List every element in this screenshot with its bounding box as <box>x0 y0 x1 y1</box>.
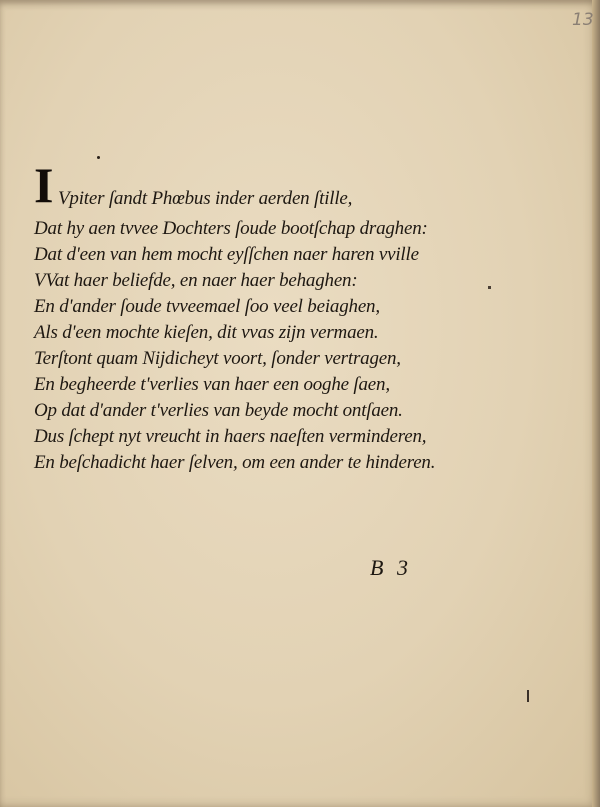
poem <box>34 157 554 476</box>
page-edge <box>592 0 600 807</box>
folio-number: 13 <box>572 10 594 30</box>
poem-line-7: Terſtont quam Nijdicheyt voort, ſonder vertragen, <box>34 348 401 369</box>
poem-line-3: Dat d'een van hem mocht eyſſchen naer haren vville <box>34 244 419 265</box>
poem-line-1 <box>34 157 554 216</box>
poem-line-9: Op dat d'ander t'verlies van beyde mocht ontſaen. <box>34 400 403 421</box>
poem-line-6: Als d'een mochte kieſen, dit vvas zijn vermaen. <box>34 322 379 343</box>
drop-capital: I <box>34 157 54 213</box>
poem-line-5: En d'ander ſoude tvveemael ſoo veel beiaghen, <box>34 296 380 317</box>
poem-line-text: Vpiter ſandt Phœbus inder aerden ſtille, <box>58 188 353 209</box>
ink-speck <box>97 156 100 159</box>
poem-line-2: Dat hy aen tvvee Dochters ſoude bootſchap draghen: <box>34 218 428 239</box>
margin-mark <box>527 690 529 702</box>
signature-mark: B 3 <box>370 555 412 580</box>
poem-line-8: En begheerde t'verlies van haer een ooghe ſaen, <box>34 374 390 395</box>
poem-line-4: VVat haer beliefde, en naer haer behaghen: <box>34 270 358 291</box>
poem-line-11: En beſchadicht haer ſelven, om een ander te hinderen. <box>34 452 436 473</box>
poem-line-10: Dus ſchept nyt vreucht in haers naeſten verminderen, <box>34 426 427 447</box>
